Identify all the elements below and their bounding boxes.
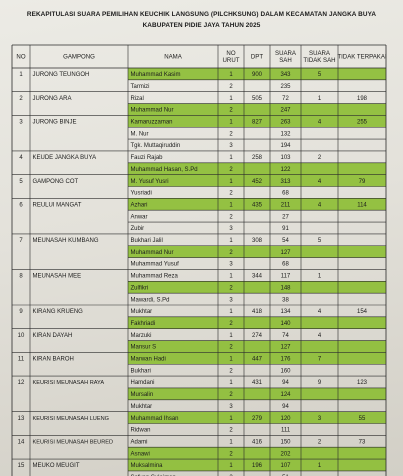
cell-no-urut: 1 [229,356,233,363]
cell-suara-sah: 72 [282,95,289,102]
cell-suara-tidak-sah: 5 [317,72,322,79]
cell-nama: Mukhtar [130,309,153,316]
cell-nama: Anwar [130,214,148,221]
cell-suara-sah: 107 [280,463,291,470]
cell-tidak-terpakai: 73 [358,439,366,446]
cell-suara-sah: 68 [282,261,289,268]
cell-nama: Zubir [130,226,145,233]
cell-no: 15 [17,463,25,470]
cell-no: 1 [19,72,23,79]
cell-suara-sah: 263 [280,119,291,126]
cell-nama: Muksalmina [130,463,163,470]
cell-gampong: MEUNASAH KUMBANG [32,238,99,245]
cell-suara-sah: 117 [280,273,291,280]
winner-highlight [128,341,386,353]
cell-suara-sah: 27 [282,214,289,221]
cell-suara-sah: 194 [280,143,291,150]
cell-no-urut: 1 [229,309,233,316]
cell-gampong: KEURISI MEUNASAH RAYA [32,380,105,387]
cell-no-urut: 2 [229,451,233,458]
cell-gampong: KEURISI MEUNASAH LUENG [32,415,109,422]
cell-no-urut: 2 [229,344,233,351]
cell-no-urut: 1 [229,415,233,422]
cell-no: 9 [19,309,23,316]
cell-tidak-terpakai: 79 [358,178,366,185]
cell-no-urut: 1 [229,155,233,162]
cell-gampong: KIRAN BAROH [32,356,74,363]
cell-gampong: GAMPONG COT [32,178,79,185]
cell-no: 7 [19,238,23,245]
cell-no-urut: 2 [229,190,233,197]
cell-dpt: 416 [251,439,263,446]
cell-no-urut: 1 [229,380,233,387]
cell-nama: Fauzi Rajab [130,155,163,162]
cell-nama: Bukhari [130,368,151,375]
cell-no-urut: 2 [229,83,233,90]
cell-gampong: KIRAN DAYAH [32,332,73,339]
cell-suara-tidak-sah: 3 [317,415,322,422]
cell-nama: Adami [130,439,148,446]
cell-no-urut: 1 [229,95,233,102]
cell-dpt: 308 [251,238,263,245]
cell-nama: Muhammad Hasan, S.Pd [130,166,198,173]
cell-nama: Muhammad Yusuf [130,261,179,268]
cell-no-urut: 2 [229,107,233,114]
cell-nama: Muhammad Ihsan [130,415,179,422]
header-tidak-terpakai: TIDAK TERPAKAI [337,53,387,61]
cell-nama: Marwan Hadi [130,356,166,363]
cell-no-urut: 2 [229,131,233,138]
cell-dpt: 196 [251,463,263,470]
cell-dpt: 505 [251,95,263,102]
cell-suara-tidak-sah: 5 [317,238,322,245]
cell-no: 3 [19,119,23,126]
cell-nama: Kamaruzzaman [130,119,173,126]
cell-tidak-terpakai: 123 [356,380,368,387]
cell-gampong: KEURISI MEUNASAH BEURED [32,439,114,446]
cell-no-urut: 3 [229,143,233,150]
cell-no-urut: 2 [229,320,233,327]
cell-no-urut: 2 [229,392,233,399]
cell-suara-sah: 211 [280,202,291,209]
cell-suara-tidak-sah: 1 [317,273,322,280]
cell-nama: Muhammad Nur [130,249,174,256]
cell-gampong: JURONG ARA [32,95,72,102]
cell-nama: Muhammad Nur [130,107,174,114]
cell-dpt: 418 [251,309,263,316]
cell-nama: Azhari [130,202,148,209]
cell-no-urut: 2 [229,427,233,434]
cell-nama: Tarmizi [130,83,150,90]
cell-no-urut: 3 [229,297,233,304]
cell-suara-sah: 94 [282,403,289,410]
cell-no-urut: 1 [229,119,233,126]
cell-no: 2 [19,95,23,102]
cell-tidak-terpakai: 255 [356,119,368,126]
cell-dpt: 435 [251,202,263,209]
cell-no-urut: 1 [229,273,233,280]
cell-suara-sah: 132 [280,131,291,138]
cell-nama: Marzuki [130,332,152,339]
cell-gampong: MEUKO MEUGIT [32,463,80,470]
cell-no-urut: 1 [229,72,233,79]
cell-dpt: 258 [251,155,263,162]
cell-suara-sah: 148 [280,285,291,292]
header-nama: NAMA [164,53,182,61]
cell-dpt: 274 [251,332,263,339]
cell-dpt: 452 [251,178,263,185]
cell-no-urut: 1 [229,178,233,185]
cell-suara-tidak-sah: 4 [317,178,322,185]
cell-no-urut: 1 [229,238,233,245]
winner-highlight [128,388,386,400]
cell-no-urut: 1 [229,439,233,446]
cell-no: 11 [17,356,25,363]
winner-highlight [128,317,386,329]
cell-suara-sah: 103 [280,155,291,162]
cell-no-urut: 1 [229,463,233,470]
cell-suara-sah: 38 [282,297,289,304]
cell-suara-sah: 94 [282,380,289,387]
cell-dpt: 344 [251,273,263,280]
cell-suara-sah: 124 [280,392,291,399]
cell-tidak-terpakai: 114 [357,202,367,209]
cell-no-urut: 2 [229,214,233,221]
cell-suara-sah: 313 [280,178,291,185]
cell-dpt: 447 [251,356,263,363]
cell-suara-sah: 111 [280,427,291,434]
cell-nama: Asnawi [130,451,150,458]
cell-no: 12 [17,380,25,387]
cell-suara-tidak-sah: 1 [317,463,322,470]
cell-suara-sah: 122 [280,166,291,173]
cell-suara-sah: 134 [280,309,291,316]
document-title: REKAPITULASI SUARA PEMILIHAN KEUCHIK LANGSUNG (PILCHKSUNG) DALAM KECAMATAN JANGKA BUYA [26,11,377,18]
cell-nama: Rizal [130,95,144,102]
cell-suara-sah: 127 [280,344,291,351]
cell-suara-sah: 120 [280,415,291,422]
cell-suara-tidak-sah: 1 [317,95,322,102]
cell-no-urut: 1 [229,332,233,339]
header-gampong: GAMPONG [63,53,95,61]
cell-suara-sah: 343 [280,72,291,79]
header-dpt: DPT [250,53,264,61]
cell-nama: M. Nur [130,131,149,138]
cell-nama: Hamdani [130,380,155,387]
cell-no-urut: 2 [229,285,233,292]
cell-nama: Tgk. Muttaqiruddin [130,143,181,150]
cell-gampong: KEUDE JANGKA BUYA [32,155,97,162]
cell-nama: Fakhriadi [130,320,156,327]
cell-gampong: JURONG TEUNGOH [32,72,90,79]
cell-suara-tidak-sah: 4 [317,119,322,126]
cell-dpt: 431 [251,380,263,387]
cell-tidak-terpakai: 154 [356,309,368,316]
cell-suara-tidak-sah: 2 [317,155,322,162]
cell-no-urut: 3 [229,261,233,268]
cell-nama: Mukhtar [130,403,153,410]
cell-no-urut: 2 [229,368,233,375]
cell-nama: Mawardi, S.Pd [130,297,170,304]
cell-suara-tidak-sah: 4 [317,309,322,316]
header-suara-sah: SUARA SAH [275,50,296,64]
cell-suara-sah: 54 [282,238,289,245]
cell-no-urut: 3 [229,226,233,233]
cell-suara-sah: 202 [280,451,291,458]
cell-dpt: 827 [251,119,263,126]
cell-suara-sah: 68 [282,190,289,197]
cell-no: 8 [19,273,23,280]
cell-no-urut: 1 [229,202,233,209]
cell-no: 4 [19,155,23,162]
cell-suara-tidak-sah: 9 [317,380,322,387]
cell-nama: Mansur S [130,344,157,351]
cell-suara-sah: 150 [280,439,291,446]
cell-no: 14 [17,439,25,446]
cell-nama: Yusriadi [130,190,152,197]
winner-highlight [128,281,386,293]
cell-no: 6 [19,202,23,209]
cell-dpt: 900 [251,72,263,79]
cell-nama: M. Yusuf Yusri [130,178,169,185]
cell-nama: Bukhari Jalil [130,238,163,245]
cell-suara-tidak-sah: 2 [317,439,322,446]
cell-suara-sah: 140 [280,320,291,327]
cell-gampong: REULUI MANGAT [32,202,82,209]
cell-no: 5 [19,178,23,185]
cell-tidak-terpakai: 55 [358,415,366,422]
cell-nama: Zulfikri [130,285,149,292]
cell-suara-sah: 91 [282,226,289,233]
winner-highlight [128,447,386,459]
document-subtitle: KABUPATEN PIDIE JAYA TAHUN 2025 [142,22,261,29]
cell-nama: Muhammad Kasim [130,72,181,79]
header-suara-tidak-sah: SUARA TIDAK SAH [303,50,336,64]
cell-no-urut: 2 [229,249,233,256]
cell-no-urut: 3 [229,403,233,410]
cell-nama: Muhammad Reza [130,273,178,280]
cell-no: 10 [17,332,25,339]
cell-suara-tidak-sah: 7 [317,356,322,363]
cell-no: 13 [17,415,25,422]
cell-nama: Ridwan [130,427,151,434]
cell-nama: Mursalin [130,392,154,399]
cell-gampong: JURONG BINJE [32,119,77,126]
cell-suara-sah: 160 [280,368,291,375]
cell-suara-sah: 127 [280,249,291,256]
header-no: NO [16,53,26,61]
cell-suara-tidak-sah: 4 [317,332,322,339]
header-no-urut: NO URUT [222,50,240,64]
cell-suara-sah: 74 [282,332,289,339]
cell-gampong: KIRANG KRUENG [32,309,83,316]
cell-gampong: MEUNASAH MEE [32,273,82,280]
cell-dpt: 279 [251,415,263,422]
cell-tidak-terpakai: 198 [356,95,368,102]
cell-suara-tidak-sah: 4 [317,202,322,209]
cell-suara-sah: 176 [280,356,291,363]
cell-no-urut: 2 [229,166,233,173]
cell-suara-sah: 235 [280,83,291,90]
cell-suara-sah: 247 [280,107,291,114]
